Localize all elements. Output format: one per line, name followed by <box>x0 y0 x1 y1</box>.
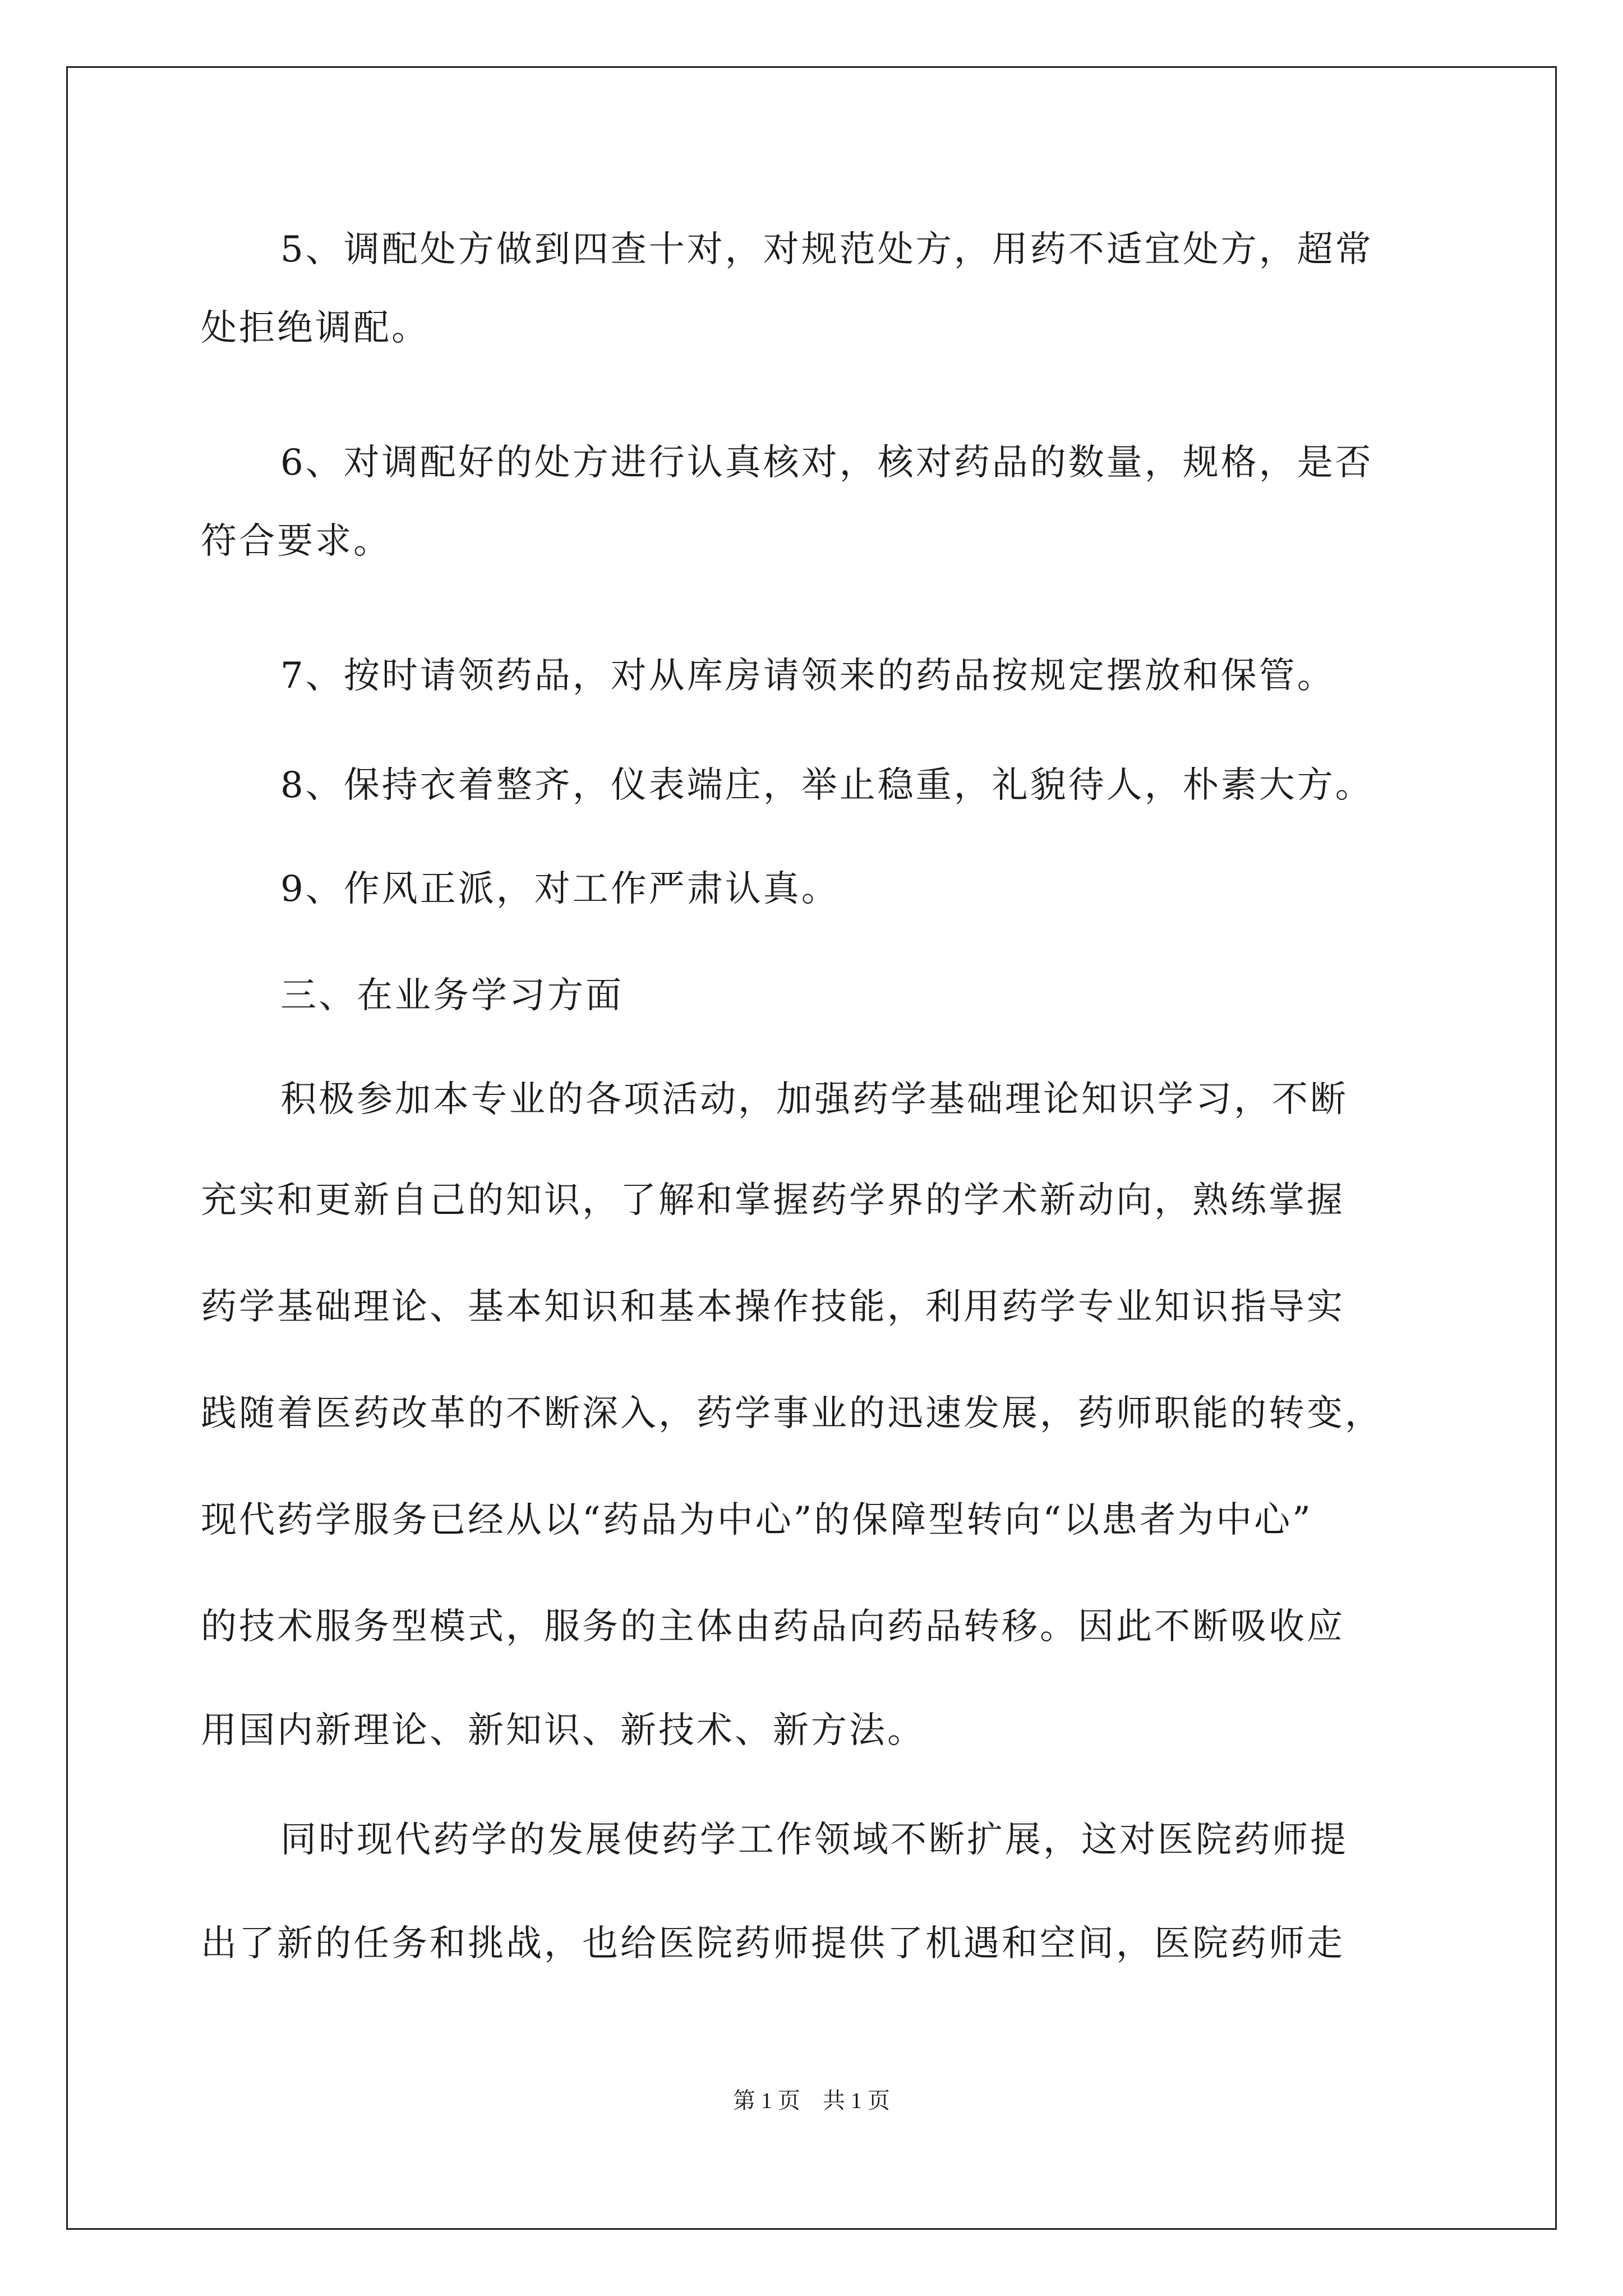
paragraph-line: 处拒绝调配。 <box>201 307 430 349</box>
page-border <box>66 66 1557 2230</box>
paragraph-line: 6、对调配好的处方进行认真核对，核对药品的数量，规格，是否 <box>280 442 1373 484</box>
paragraph-line: 的技术服务型模式，服务的主体由药品向药品转移。因此不断吸收应 <box>201 1606 1345 1648</box>
paragraph-line: 充实和更新自己的知识，了解和掌握药学界的学术新动向，熟练掌握 <box>201 1180 1345 1221</box>
paragraph-line: 用国内新理论、新知识、新技术、新方法。 <box>201 1710 925 1751</box>
paragraph-line: 同时现代药学的发展使药学工作领域不断扩展，这对医院药师提 <box>280 1819 1348 1861</box>
section-heading: 三、在业务学习方面 <box>280 975 624 1016</box>
paragraph-line: 8、保持衣着整齐，仪表端庄，举止稳重，礼貌待人，朴素大方。 <box>280 765 1373 806</box>
paragraph-line: 积极参加本专业的各项活动，加强药学基础理论知识学习，不断 <box>280 1079 1348 1120</box>
paragraph-line: 9、作风正派，对工作严肃认真。 <box>280 868 840 910</box>
paragraph-line: 5、调配处方做到四查十对，对规范处方，用药不适宜处方，超常 <box>280 229 1373 270</box>
page-footer: 第 1 页 共 1 页 <box>733 2088 890 2113</box>
paragraph-line: 药学基础理论、基本知识和基本操作技能，利用药学专业知识指导实 <box>201 1286 1345 1328</box>
paragraph-line: 现代药学服务已经从以“药品为中心”的保障型转向“以患者为中心” <box>201 1499 1313 1541</box>
paragraph-line: 出了新的任务和挑战，也给医院药师提供了机遇和空间，医院药师走 <box>201 1923 1345 1964</box>
paragraph-line: 践随着医药改革的不断深入，药学事业的迅速发展，药师职能的转变， <box>201 1393 1383 1434</box>
paragraph-line: 符合要求。 <box>201 521 391 562</box>
paragraph-line: 7、按时请领药品，对从库房请领来的药品按规定摆放和保管。 <box>280 655 1335 697</box>
